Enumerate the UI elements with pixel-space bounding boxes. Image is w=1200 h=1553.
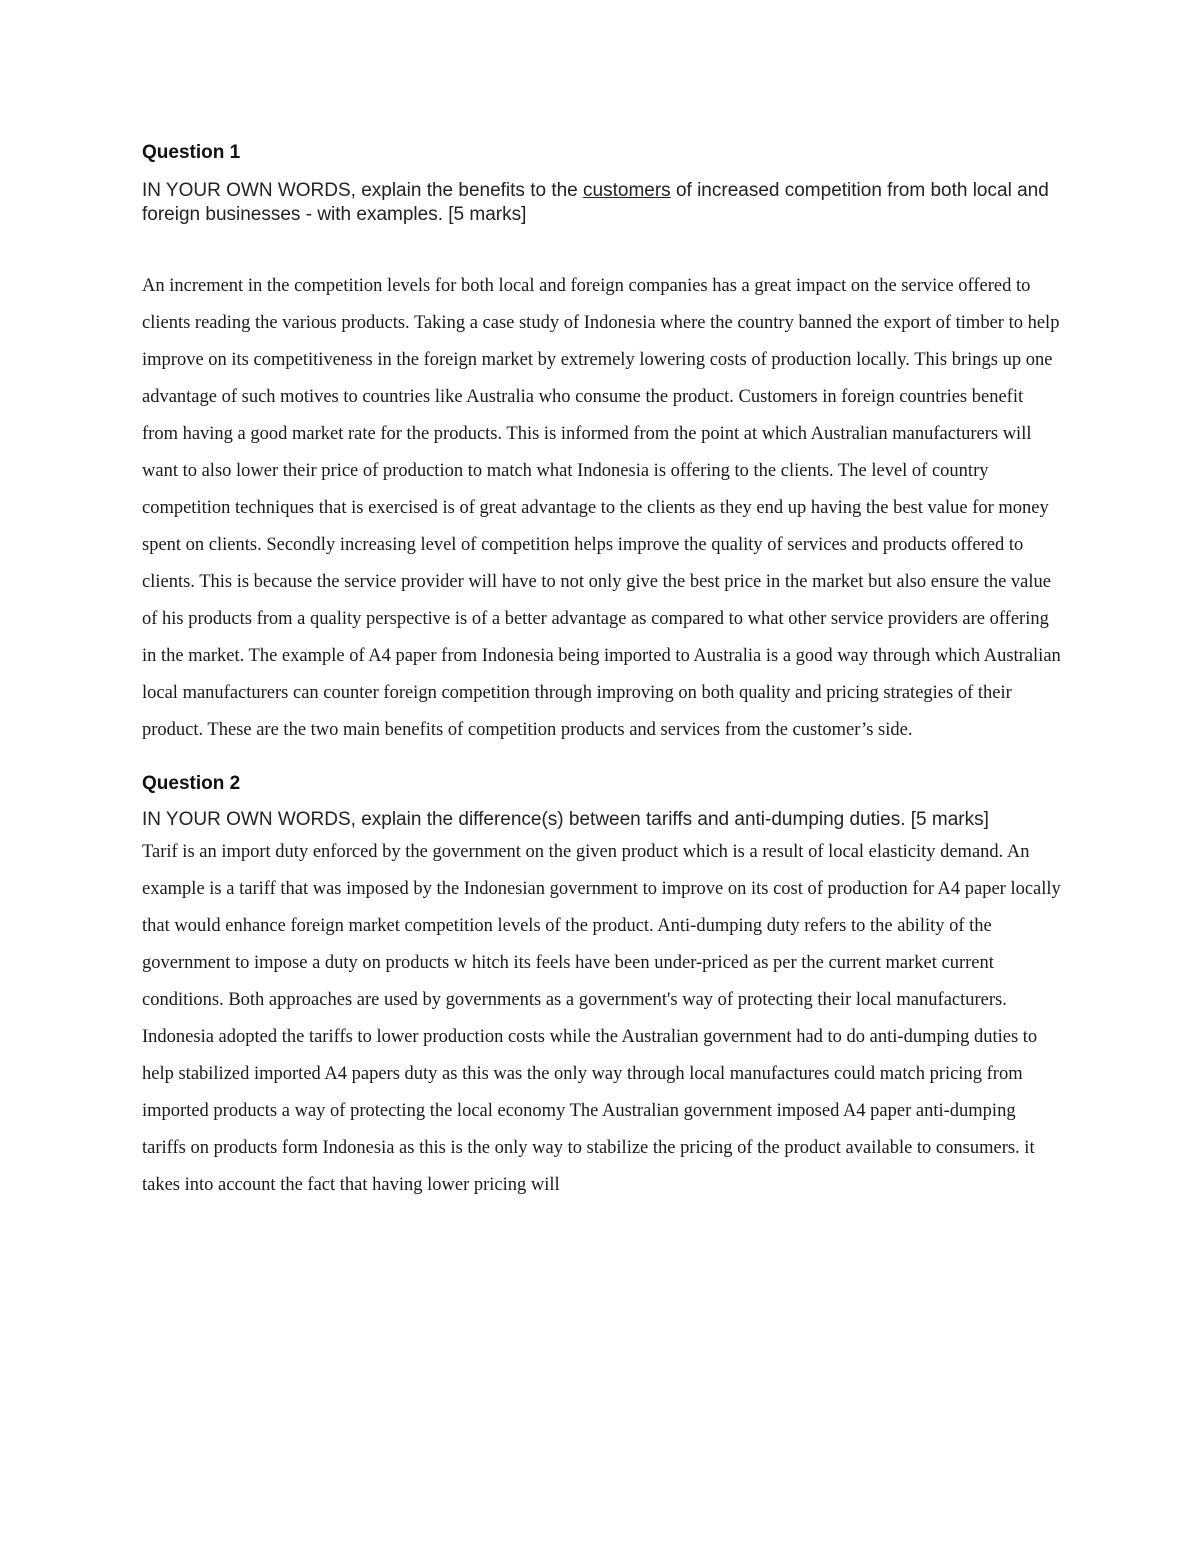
question-1-answer: An increment in the competition levels for both local and foreign companies has a great impact on the service offered to clients reading the various products. Taking a case study of Indonesia where the country banned the export of timber to help improve on its competitiveness in the foreign market by extremely lowering costs of production locally. This brings up one advantage of such motives to countries like Australia who consume the product. Customers in foreign countries benefit from having a good market rate for the products. This is informed from the point at which Australian manufacturers will want to also lower their price of production to match what Indonesia is offering to the clients. The level of country competition techniques that is exercised is of great advantage to the clients as they end up having the best value for money spent on clients. Secondly increasing level of competition helps improve the quality of services and products offered to clients. This is because the service provider will have to not only give the best price in the market but also ensure the value of his products from a quality perspective is of a better advantage as compared to what other service providers are offering in the market. The example of A4 paper from Indonesia being imported to Australia is a good way through which Australian local manufacturers can counter foreign competition through improving on both quality and pricing strategies of their product. These are the two main benefits of competition products and services from the customer’s side. xyxy=(142,276,1061,740)
document-body xyxy=(142,140,1062,1204)
question-2-answer: Tarif is an import duty enforced by the government on the given product which is a result of local elasticity demand. An example is a tariff that was imposed by the Indonesian government to improve on its cost of production for A4 paper locally that would enhance foreign market competition levels of the product. Anti-dumping duty refers to the ability of the government to impose a duty on products w hitch its feels have been under-priced as per the current market current conditions. Both approaches are used by governments as a government's way of protecting their local manufacturers. Indonesia adopted the tariffs to lower production costs while the Australian government had to do anti-dumping duties to help stabilized imported A4 papers duty as this was the only way through local manufactures could match pricing from imported products a way of protecting the local economy The Australian government imposed A4 paper anti-dumping tariffs on products form Indonesia as this is the only way to stabilize the pricing of the product available to consumers. it takes into account the fact that having lower pricing will xyxy=(142,842,1061,1195)
question-1-prompt-end: of increased competition from both local and foreign businesses - with examples. [5 marks] xyxy=(142,180,1049,225)
question-1-prompt-start: IN YOUR OWN WORDS, explain the benefits to the xyxy=(142,180,584,201)
question-2-prompt: IN YOUR OWN WORDS, explain the difference(s) between tariffs and anti-dumping duties. [5 marks] xyxy=(142,809,989,830)
customers-underlined-text: customers xyxy=(583,180,671,201)
question-1-prompt xyxy=(142,179,1062,227)
question-2-heading: Question 2 xyxy=(142,773,241,794)
question-1-heading: Question 1 xyxy=(142,142,241,163)
